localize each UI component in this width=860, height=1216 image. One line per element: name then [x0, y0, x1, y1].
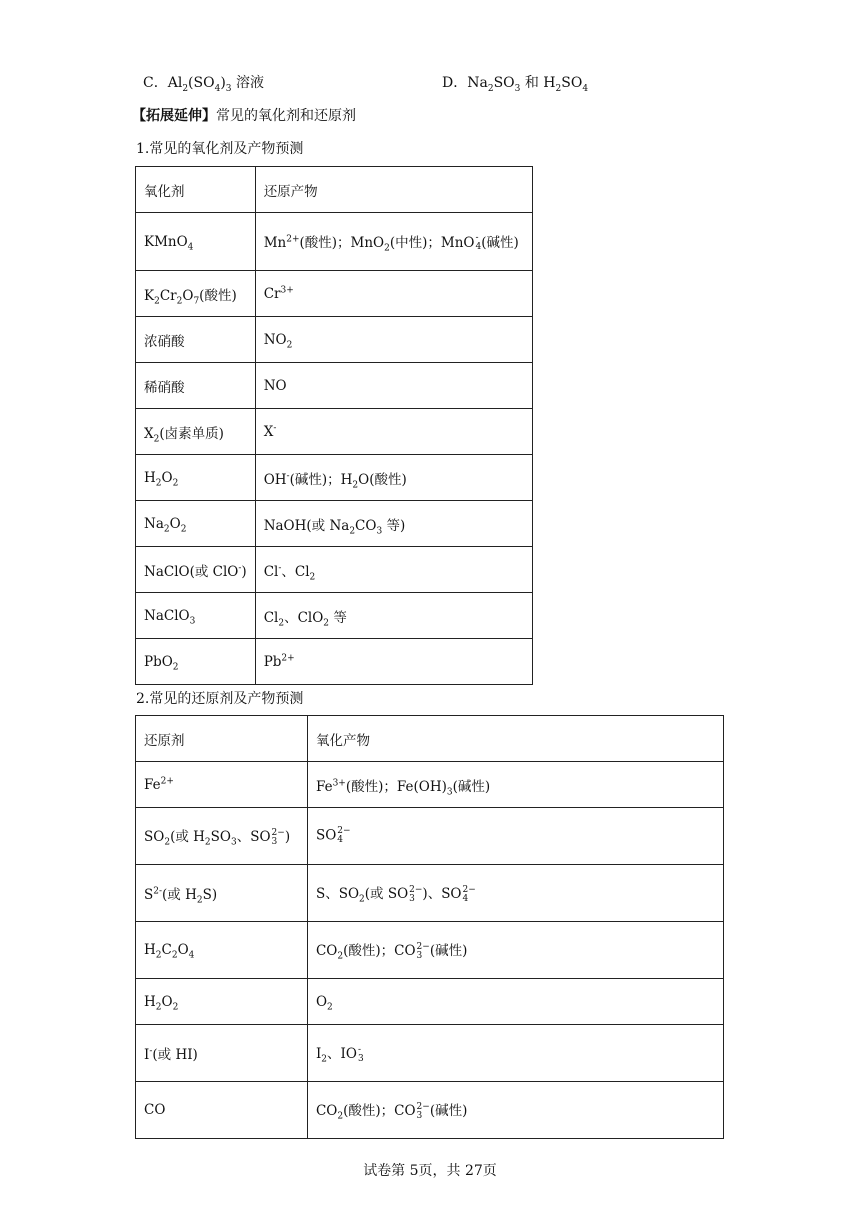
reductants-product-cell: S、$SO_2$(或 SO 2− 3 )、SO 2− 4: [307, 865, 723, 922]
reductants-header-cell: 氧化产物: [307, 716, 723, 762]
oxidants-product-cell: $Cl_2$、ClO$_2$ 等: [255, 593, 532, 639]
oxidants-agent-cell: 稀硝酸: [136, 363, 256, 409]
option-d-text: $Na_2SO_3$ 和 $H_2SO_4$: [467, 75, 589, 94]
option-c: [143, 73, 264, 93]
oxidants-header-row: [136, 167, 533, 213]
reductants-agent-cell: $S^{2-}$(或 $H_2S$): [136, 865, 308, 922]
oxidants-row: [136, 213, 533, 271]
reductants-product-cell: $CO_2$(酸性)；CO 2− 3 (碱性): [307, 922, 723, 979]
option-d-label: D．: [442, 75, 468, 91]
reductants-row: [136, 762, 724, 808]
reductants-agent-cell: $Fe^{2+}$: [136, 762, 308, 808]
reductants-product-cell: $CO_2$(酸性)；CO 2− 3 (碱性): [307, 1082, 723, 1139]
oxidants-row: [136, 639, 533, 685]
reductants-header-cell: 还原剂: [136, 716, 308, 762]
reductants-product-cell: $O_2$: [307, 979, 723, 1025]
extension-heading: [132, 106, 356, 126]
reductants-agent-cell: I-(或 HI): [136, 1025, 308, 1082]
oxidants-row: [136, 593, 533, 639]
oxidants-header-cell: 氧化剂: [136, 167, 256, 213]
oxidants-product-cell: $Pb^{2+}$: [255, 639, 532, 685]
reductants-product-cell: SO 2− 4: [307, 808, 723, 865]
oxidants-product-cell: NaOH(或 $Na_2CO_3$ 等): [255, 501, 532, 547]
oxidants-agent-cell: $H_2O_2$: [136, 455, 256, 501]
oxidants-product-cell: $Cr^{3+}$: [255, 271, 532, 317]
oxidants-row: [136, 409, 533, 455]
oxidants-product-cell: OH-(碱性)；$H_2O$(酸性): [255, 455, 532, 501]
page-footer: 试卷第 5页，共 27页: [363, 1163, 497, 1179]
oxidants-product-cell: $Mn^{2+}$(酸性)；MnO$_2$(中性)；MnO - 4 (碱性): [255, 213, 532, 271]
oxidants-agent-cell: $Na_2O_2$: [136, 501, 256, 547]
option-c-text: $Al_2(SO_4)_3$ 溶液: [167, 75, 264, 94]
oxidants-agent-cell: $X_2$(卤素单质): [136, 409, 256, 455]
oxidants-row: [136, 547, 533, 593]
oxidants-product-cell: Cl-、$Cl_2$: [255, 547, 532, 593]
oxidants-agent-cell: $K_2Cr_2O_7$(酸性): [136, 271, 256, 317]
reductants-product-cell: $I_2$、IO - 3: [307, 1025, 723, 1082]
reductants-row: [136, 1025, 724, 1082]
oxidants-table: [135, 166, 533, 685]
reductants-agent-cell: $H_2O_2$: [136, 979, 308, 1025]
option-c-label: C．: [143, 75, 168, 91]
reductants-row: [136, 922, 724, 979]
reductants-row: [136, 979, 724, 1025]
oxidants-product-cell: NO: [255, 363, 532, 409]
oxidants-product-cell: X-: [255, 409, 532, 455]
reductants-product-cell: $Fe^{3+}$(酸性)；$Fe(OH)_3$(碱性): [307, 762, 723, 808]
extension-title: 常见的氧化剂和还原剂: [216, 108, 356, 124]
reductants-table: [135, 715, 724, 1139]
oxidants-product-cell: $NO_2$: [255, 317, 532, 363]
oxidants-row: [136, 271, 533, 317]
reductants-agent-cell: CO: [136, 1082, 308, 1139]
oxidants-agent-cell: PbO$_2$: [136, 639, 256, 685]
reductants-header-row: [136, 716, 724, 762]
reductants-agent-cell: $H_2C_2O_4$: [136, 922, 308, 979]
oxidants-header-cell: 还原产物: [255, 167, 532, 213]
oxidants-agent-cell: KMnO$_4$: [136, 213, 256, 271]
reductants-agent-cell: $SO_2$(或 $H_2SO_3$、SO 2− 3 ): [136, 808, 308, 865]
reductants-row: [136, 808, 724, 865]
oxidants-agent-cell: NaClO$_3$: [136, 593, 256, 639]
oxidants-row: [136, 363, 533, 409]
oxidants-row: [136, 317, 533, 363]
oxidants-heading: 1.常见的氧化剂及产物预测: [136, 141, 304, 157]
oxidants-row: [136, 455, 533, 501]
reductants-row: [136, 1082, 724, 1139]
extension-tag: 【拓展延伸】: [132, 108, 216, 124]
option-d: [442, 73, 588, 93]
reductants-heading: 2.常见的还原剂及产物预测: [136, 691, 304, 707]
oxidants-row: [136, 501, 533, 547]
oxidants-agent-cell: 浓硝酸: [136, 317, 256, 363]
oxidants-agent-cell: NaClO(或 ClO-): [136, 547, 256, 593]
reductants-row: [136, 865, 724, 922]
